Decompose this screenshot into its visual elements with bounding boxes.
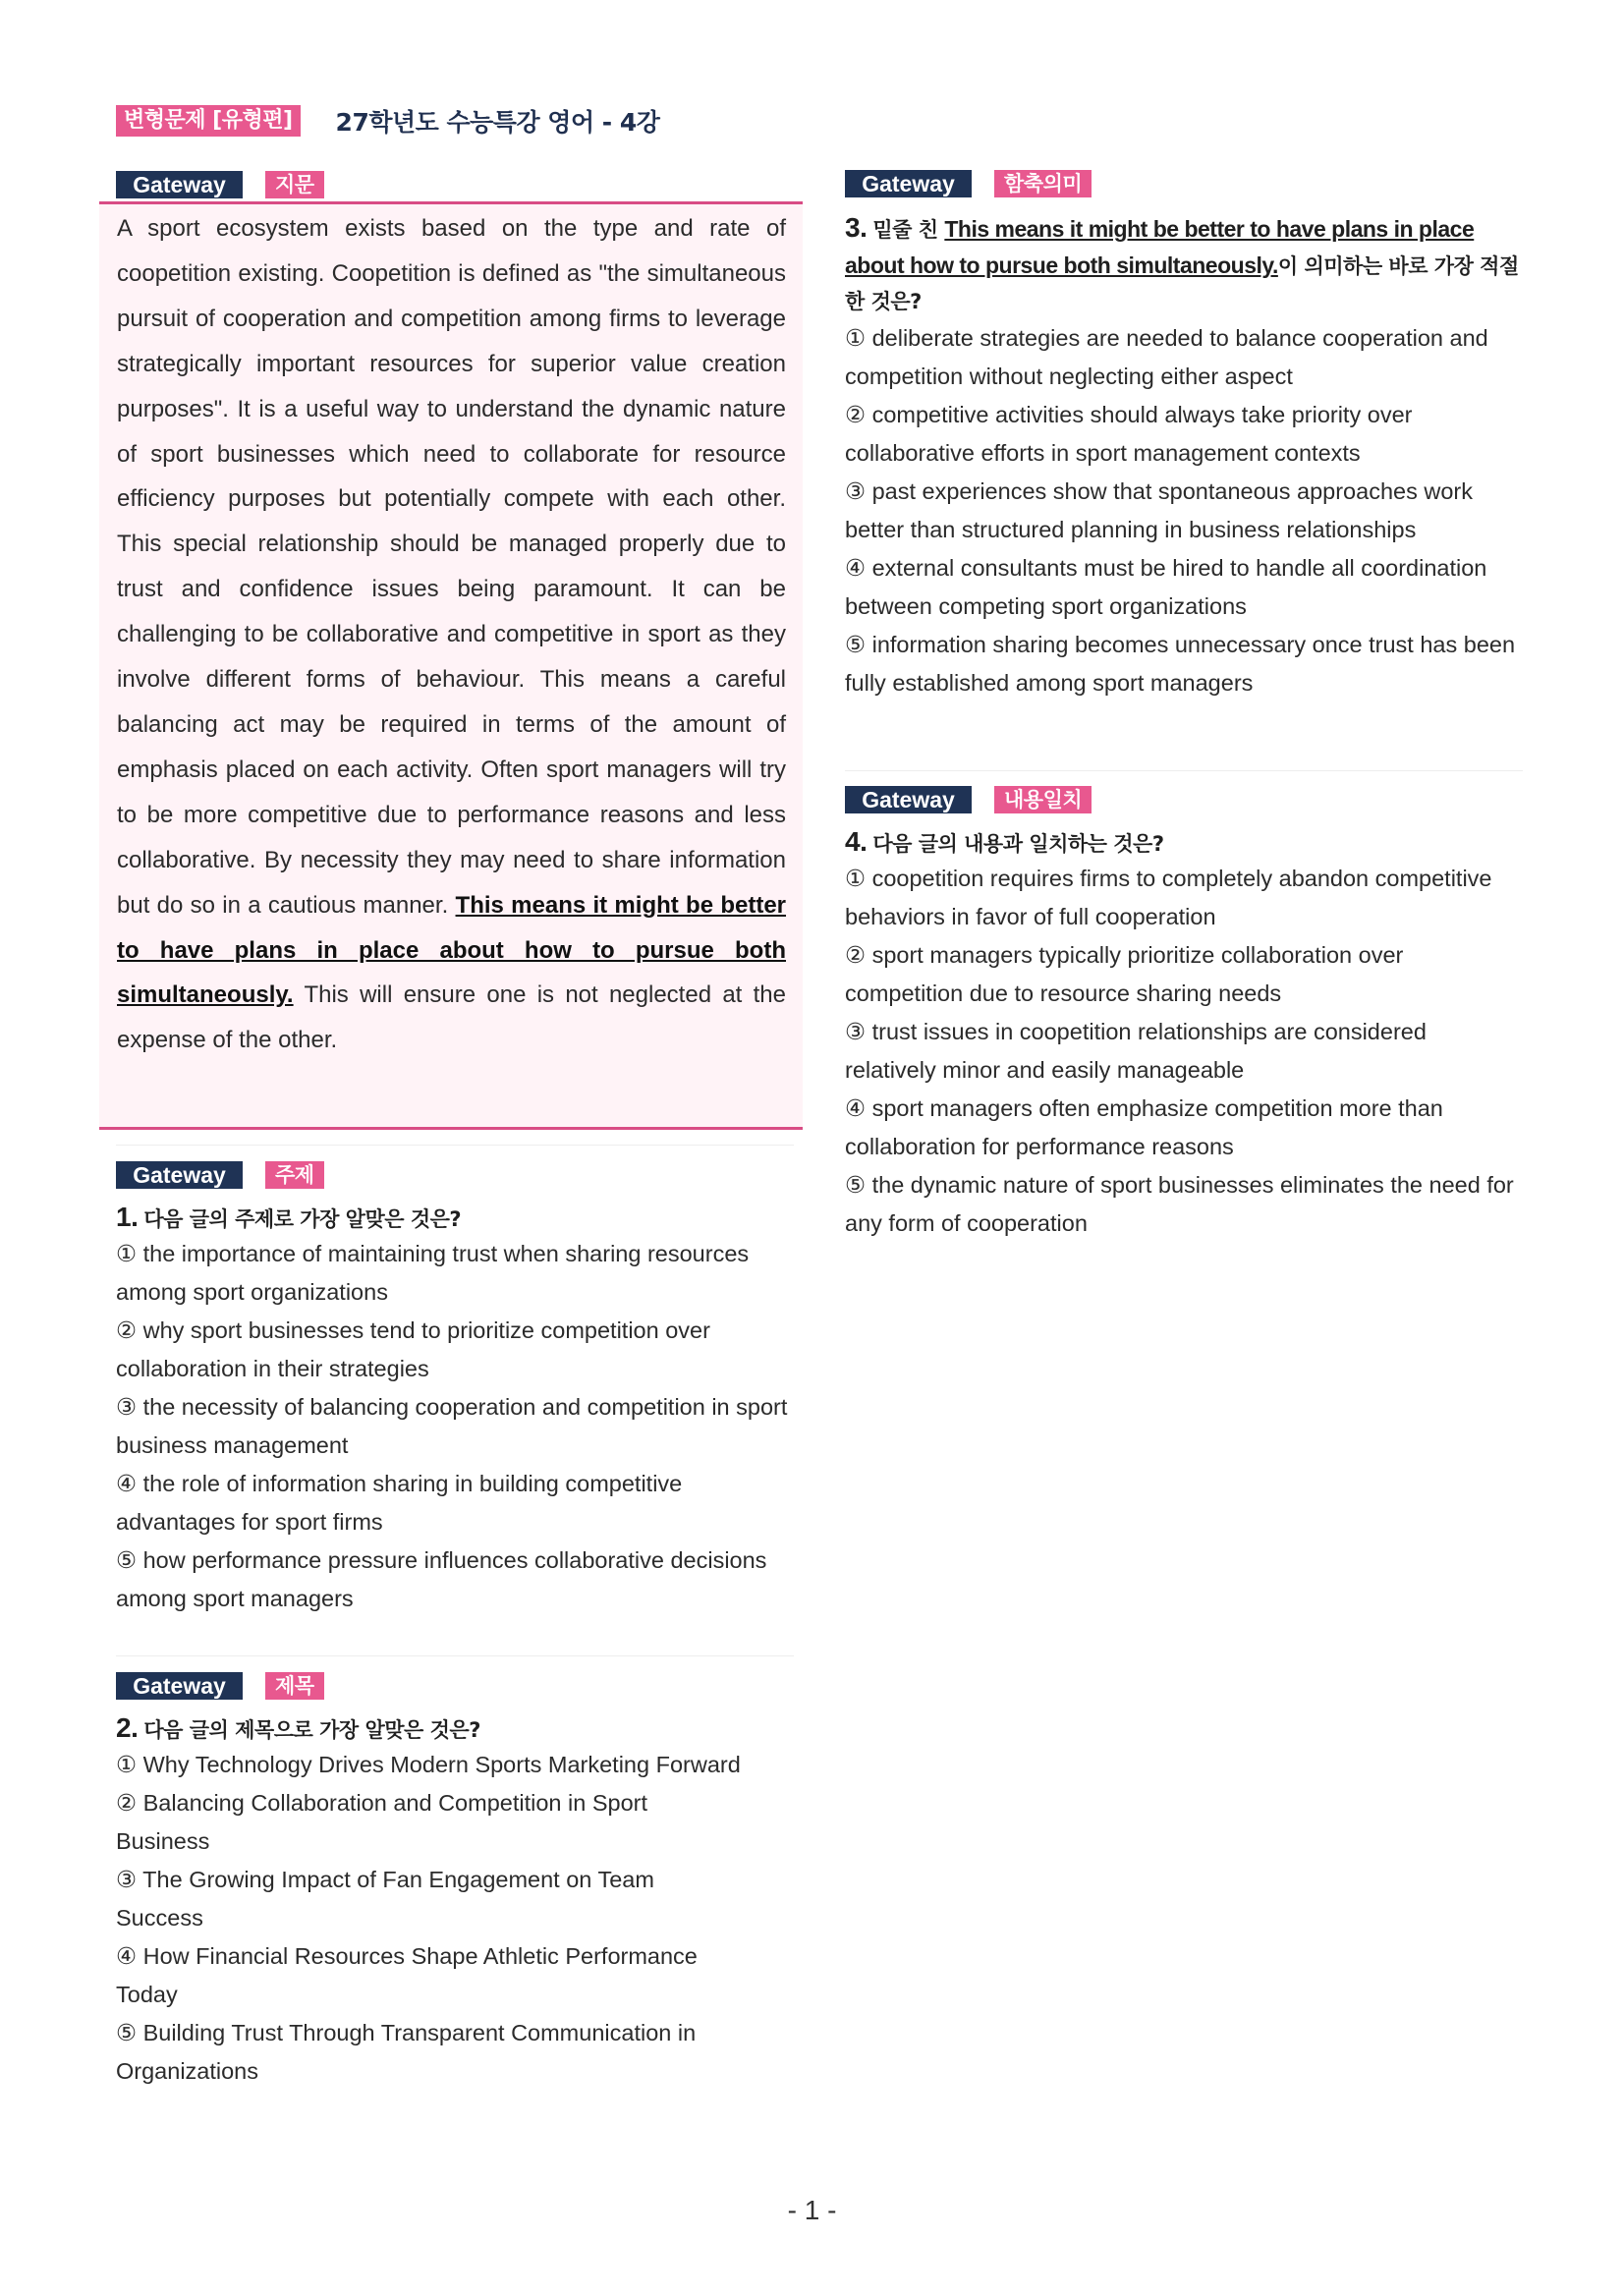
section-tag-q3: 함축의미 [994, 170, 1092, 197]
passage-bottom-rule [99, 1127, 803, 1130]
question-1-options [116, 1235, 794, 1618]
question-3 [845, 170, 1523, 702]
passage-top-rule [99, 201, 803, 204]
answer-option[interactable]: ① deliberate strategies are needed to balance cooperation and competition without neglecting either aspect [845, 325, 1488, 389]
question-text-prefix: 밑줄 친 [872, 218, 938, 242]
answer-option[interactable]: ⑤ the dynamic nature of sport businesses eliminates the need for any form of cooperation [845, 1172, 1514, 1236]
question-text-suffix: 이 의미하는 바로 가장 적절한 것은? [845, 254, 1519, 313]
section-divider [116, 1655, 794, 1656]
section-tag-passage: 지문 [265, 171, 324, 198]
passage-underlined-sentence: This means it might be better to have plans in place about how to pursue both simultaneously. [117, 891, 787, 1009]
worksheet-type-tag: 변형문제 [유형편] [116, 105, 301, 137]
question-4-options [845, 860, 1523, 1243]
answer-option[interactable]: ③ trust issues in coopetition relationships are considered relatively minor and easily manageable [845, 1019, 1427, 1083]
passage-text [117, 206, 786, 1063]
answer-option[interactable]: ② why sport businesses tend to prioritize competition over collaboration in their strategies [116, 1317, 710, 1381]
section-tag-q1: 주제 [265, 1161, 324, 1189]
question-text: 다음 글의 제목으로 가장 알맞은 것은? [143, 1718, 480, 1742]
question-1 [116, 1161, 794, 1618]
question-number: 4. [845, 826, 868, 857]
question-2 [116, 1672, 794, 2091]
answer-option[interactable]: ⑤ information sharing becomes unnecessary once trust has been fully established among sport managers [845, 632, 1516, 696]
question-1-stem [116, 1202, 794, 1235]
worksheet-title: 27학년도 수능특강 영어 - 4강 [335, 108, 660, 137]
answer-option[interactable]: ② sport managers typically prioritize collaboration over competition due to resource sharing needs [845, 942, 1404, 1006]
question-2-stem [116, 1712, 794, 1746]
gateway-label-q2 [116, 1672, 794, 1700]
section-divider [845, 770, 1523, 771]
answer-option[interactable]: ③ The Growing Impact of Fan Engagement on Team Success [116, 1867, 654, 1931]
page-header [116, 104, 659, 138]
question-4-stem [845, 826, 1523, 860]
answer-option[interactable]: ② Balancing Collaboration and Competition in Sport Business [116, 1790, 647, 1854]
answer-option[interactable]: ③ the necessity of balancing cooperation and competition in sport business management [116, 1394, 788, 1458]
page-number: - 1 - [787, 2195, 837, 2225]
section-divider [116, 1145, 794, 1146]
gateway-badge: Gateway [845, 786, 972, 813]
passage-body: A sport ecosystem exists based on the type and rate of coopetition existing. Coopetition is defined as "the simultaneous pursuit of cooperation and competition among firms to leverage strategically important resources for superior value creation purposes". It is a useful way to understand the dynamic nature of sport businesses which need to collaborate for resource efficiency purposes but potentially compete with each other. This special relationship should be managed properly due to trust and confidence issues being paramount. It can be challenging to be collaborative and competitive in sport as they involve different forms of behaviour. This means a careful balancing act may be required in terms of the amount of emphasis placed on each activity. Often sport managers will try to be more competitive due to performance reasons and less collaborative. By necessity they may need to share information but do so in a cautious manner. [117, 215, 786, 919]
passage-heading [116, 171, 804, 198]
section-tag-q2: 제목 [265, 1672, 324, 1700]
answer-option[interactable]: ⑤ how performance pressure influences collaborative decisions among sport managers [116, 1547, 767, 1611]
question-4 [845, 786, 1523, 1243]
gateway-badge: Gateway [116, 171, 243, 198]
question-number: 2. [116, 1712, 139, 1743]
answer-option[interactable]: ① coopetition requires firms to completely abandon competitive behaviors in favor of full cooperation [845, 866, 1492, 929]
passage-ending: This will ensure one is not neglected at the expense of the other. [117, 981, 786, 1054]
question-number: 3. [845, 212, 868, 243]
answer-option[interactable]: ④ sport managers often emphasize competition more than collaboration for performance reasons [845, 1095, 1443, 1159]
answer-option[interactable]: ① Why Technology Drives Modern Sports Marketing Forward [116, 1752, 741, 1777]
answer-option[interactable]: ② competitive activities should always take priority over collaborative efforts in sport management contexts [845, 402, 1413, 466]
answer-option[interactable]: ① the importance of maintaining trust when sharing resources among sport organizations [116, 1241, 750, 1305]
gateway-label-q1 [116, 1161, 794, 1189]
question-text: 다음 글의 내용과 일치하는 것은? [872, 832, 1164, 856]
answer-option[interactable]: ④ How Financial Resources Shape Athletic Performance Today [116, 1943, 698, 2007]
question-underlined-sentence: This means it might be better to have plans in place about how to pursue both simultaneously. [845, 216, 1475, 278]
gateway-label-q3 [845, 170, 1523, 197]
answer-option[interactable]: ⑤ Building Trust Through Transparent Communication in Organizations [116, 2020, 697, 2084]
question-2-options [116, 1746, 745, 2091]
section-tag-q4: 내용일치 [994, 786, 1092, 813]
question-3-stem [845, 210, 1523, 319]
question-number: 1. [116, 1202, 139, 1232]
answer-option[interactable]: ③ past experiences show that spontaneous approaches work better than structured planning in business relationships [845, 478, 1473, 542]
question-3-options [845, 319, 1523, 702]
answer-option[interactable]: ④ external consultants must be hired to handle all coordination between competing sport organizations [845, 555, 1487, 619]
gateway-label-passage [116, 171, 804, 198]
gateway-badge: Gateway [116, 1161, 243, 1189]
gateway-label-q4 [845, 786, 1523, 813]
answer-option[interactable]: ④ the role of information sharing in building competitive advantages for sport firms [116, 1471, 683, 1535]
question-text: 다음 글의 주제로 가장 알맞은 것은? [143, 1207, 462, 1231]
gateway-badge: Gateway [845, 170, 972, 197]
gateway-badge: Gateway [116, 1672, 243, 1700]
